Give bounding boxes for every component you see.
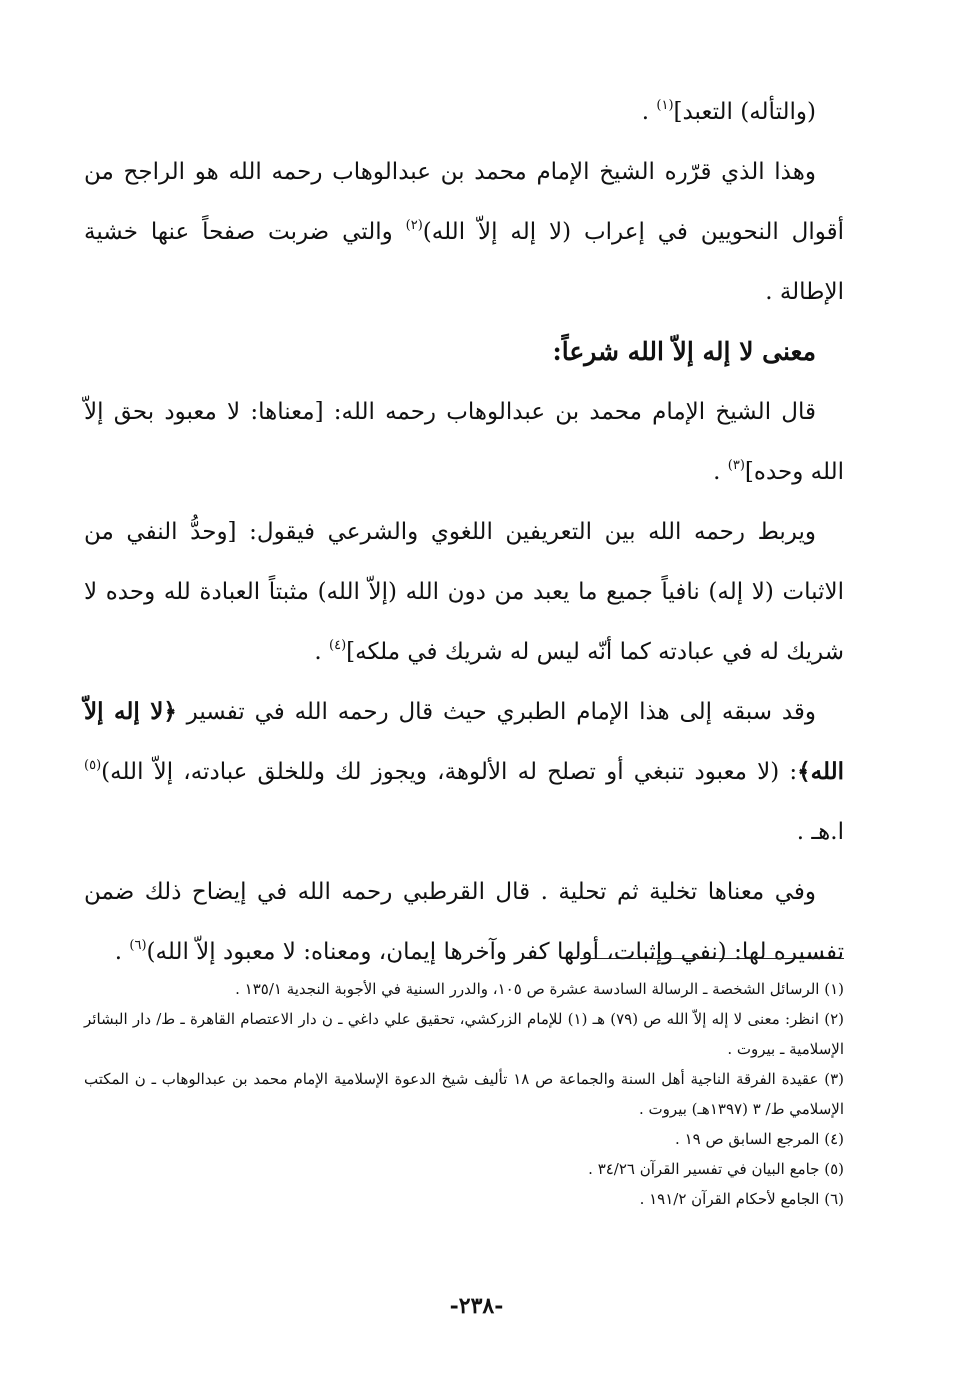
paragraph-3-end: . xyxy=(713,459,728,485)
footnote-ref-3: (٣) xyxy=(727,458,745,473)
paragraph-6-text: وفي معناها تخلية ثم تحلية . قال القرطبي رحمه الله في إيضاح ذلك ضمن تفسيره لها: (نفي وإثبات، أولها كفر وآخرها إيمان، ومعناه: لا معبود إلاّ الله) xyxy=(84,879,844,965)
paragraph-5-end: ا.هـ . xyxy=(796,819,844,845)
paragraph-4-text: ويربط رحمه الله بين التعريفين اللغوي والشرعي فيقول: [وحدُّ النفي من الاثبات (لا إله) نافياً جميع ما يعبد من دون الله (إلاّ الله) مثبتاً العبادة لله وحده لا شريك له في عبادته كما أنّه ليس له شريك في ملكه] xyxy=(84,519,844,665)
paragraph-2-text-a: وهذا الذي قرّره الشيخ الإمام محمد بن عبدالوهاب رحمه الله هو الراجح من أقوال النحويين في إعراب (لا إله إلاّ الله) xyxy=(84,159,844,245)
footnote-2: (٢) انظر: معنى لا إله إلاّ الله ص (٧٩) هـ (١) للإمام الزركشي، تحقيق علي داغي ـ ن دار الاعتصام القاهرة ـ ط/ دار البشائر الإسلامية ـ بيروت . xyxy=(84,1010,845,1058)
footnote-ref-2: (٢) xyxy=(405,218,423,233)
paragraph-2 xyxy=(84,142,844,322)
footnote-ref-5: (٥) xyxy=(84,758,102,773)
paragraph-1-end: . xyxy=(641,99,657,125)
footnote-ref-1: (١) xyxy=(656,98,674,113)
footnote-3: (٣) عقيدة الفرقة الناجية أهل السنة والجماعة ص ١٨ تأليف شيخ الدعوة الإسلامية الإمام محمد بن عبدالوهاب ـ ن المكتب الإسلامي ط/ ٣ (١٣٩٧هـ) بيروت . xyxy=(84,1070,844,1118)
footnote-5: (٥) جامع البيان في تفسير القرآن ٣٤/٢٦ . xyxy=(588,1160,844,1178)
paragraph-1 xyxy=(84,82,844,142)
page-number: -٢٣٨- xyxy=(449,1293,504,1319)
section-heading: معنى لا إله إلاّ الله شرعاً: xyxy=(552,337,816,366)
paragraph-5 xyxy=(84,682,844,862)
paragraph-1-text: (والتأله) التعبد] xyxy=(673,99,816,125)
paragraph-4 xyxy=(84,502,844,682)
paragraph-3 xyxy=(84,382,844,502)
footnote-divider xyxy=(580,958,844,959)
paragraph-2-text-b: والتي ضربت صفحاً عنها خشية الإطالة . xyxy=(84,219,844,305)
footnote-6: (٦) الجامع لأحكام القرآن ١٩١/٢ . xyxy=(639,1190,844,1208)
main-text xyxy=(84,82,844,982)
paragraph-6 xyxy=(84,862,844,982)
paragraph-4-end: . xyxy=(314,639,329,665)
paragraph-5-text-b: : (لا معبود تنبغي أو تصلح له الألوهة، ويجوز لك وللخلق عبادته، إلاّ الله) xyxy=(101,759,798,785)
footnotes xyxy=(84,974,844,1214)
paragraph-5-text-a: وقد سبقه إلى هذا الإمام الطبري حيث قال رحمه الله في تفسير xyxy=(176,699,816,725)
paragraph-6-end: . xyxy=(114,939,130,965)
footnote-1: (١) الرسائل الشخصة ـ الرسالة السادسة عشرة ص ١٠٥، والدرر السنية في الأجوبة النجدية ١٣٥/١ . xyxy=(235,980,844,998)
footnote-ref-4: (٤) xyxy=(329,638,347,653)
footnote-ref-6: (٦) xyxy=(129,938,147,953)
footnote-4: (٤) المرجع السابق ص ١٩ . xyxy=(675,1130,844,1148)
paragraph-3-text: قال الشيخ الإمام محمد بن عبدالوهاب رحمه الله: [معناها: لا معبود بحق إلاّ الله وحده] xyxy=(84,399,844,485)
quran-quote: ﴿لا إله إلاّ الله﴾ xyxy=(84,698,844,785)
